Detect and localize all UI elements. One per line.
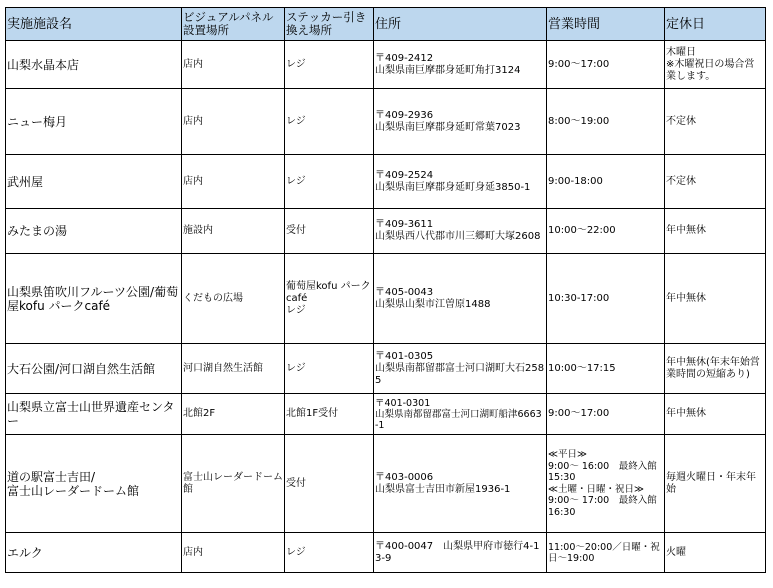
sticker-location-cell: レジ	[285, 155, 374, 209]
address-cell: 〒409-3611 山梨県西八代郡市川三郷町大塚2608	[374, 209, 547, 254]
closed-days-cell: 年中無休	[665, 254, 766, 344]
sticker-location-cell: レジ	[285, 344, 374, 394]
closed-days-cell: 不定休	[665, 155, 766, 209]
closed-days-cell: 年中無休	[665, 394, 766, 435]
panel-location-cell: くだもの広場	[182, 254, 285, 344]
address-cell: 〒409-2936 山梨県南巨摩郡身延町常葉7023	[374, 89, 547, 155]
facility-name-cell: みたまの湯	[6, 209, 182, 254]
hours-cell: 11:00～20:00／日曜・祝日～19:00	[547, 533, 665, 573]
panel-location-cell: 富士山レーダードーム館	[182, 435, 285, 533]
hours-cell: 10:30-17:00	[547, 254, 665, 344]
closed-days-cell: 木曜日 ※木曜祝日の場合営業します。	[665, 41, 766, 89]
header-hours: 営業時間	[547, 8, 665, 41]
closed-days-cell: 火曜	[665, 533, 766, 573]
header-sticker: ステッカー引き換え場所	[285, 8, 374, 41]
hours-cell: 9:00-18:00	[547, 155, 665, 209]
sticker-location-cell: レジ	[285, 533, 374, 573]
hours-cell: 10:00～17:15	[547, 344, 665, 394]
panel-location-cell: 店内	[182, 89, 285, 155]
facility-name-cell: ニュー梅月	[6, 89, 182, 155]
address-cell: 〒403-0006 山梨県富士吉田市新屋1936-1	[374, 435, 547, 533]
panel-location-cell: 店内	[182, 155, 285, 209]
table-row	[6, 344, 766, 394]
sticker-location-cell: 受付	[285, 435, 374, 533]
address-cell: 〒409-2412 山梨県南巨摩郡身延町角打3124	[374, 41, 547, 89]
facility-name-cell: 山梨水晶本店	[6, 41, 182, 89]
header-facility: 実施施設名	[6, 8, 182, 41]
hours-cell: 10:00～22:00	[547, 209, 665, 254]
address-cell: 〒401-0301 山梨県南都留郡富士河口湖町船津6663-1	[374, 394, 547, 435]
header-row	[6, 8, 766, 41]
header-closed: 定休日	[665, 8, 766, 41]
panel-location-cell: 店内	[182, 41, 285, 89]
table-row	[6, 394, 766, 435]
panel-location-cell: 北館2F	[182, 394, 285, 435]
hours-cell: 8:00～19:00	[547, 89, 665, 155]
sticker-location-cell: 受付	[285, 209, 374, 254]
panel-location-cell: 店内	[182, 533, 285, 573]
table-row	[6, 41, 766, 89]
table-row	[6, 435, 766, 533]
closed-days-cell: 年中無休(年末年始営業時間の短縮あり)	[665, 344, 766, 394]
hours-cell: ≪平日≫ 9:00～ 16:00 最終入館 15:30 ≪土曜・日曜・祝日≫ 9:00～ 17:00 最終入館 16:30	[547, 435, 665, 533]
header-panel: ビジュアルパネル設置場所	[182, 8, 285, 41]
facility-name-cell: 山梨県笛吹川フルーツ公園/葡萄屋kofu パークcafé	[6, 254, 182, 344]
sticker-location-cell: レジ	[285, 41, 374, 89]
hours-cell: 9:00～17:00	[547, 394, 665, 435]
sticker-location-cell: レジ	[285, 89, 374, 155]
address-cell: 〒409-2524 山梨県南巨摩郡身延町身延3850-1	[374, 155, 547, 209]
table-row	[6, 254, 766, 344]
facility-name-cell: エルク	[6, 533, 182, 573]
facility-name-cell: 山梨県立富士山世界遺産センター	[6, 394, 182, 435]
facility-name-cell: 道の駅富士吉田/ 富士山レーダードーム館	[6, 435, 182, 533]
facility-name-cell: 武州屋	[6, 155, 182, 209]
address-cell: 〒401-0305 山梨県南都留郡富士河口湖町大石2585	[374, 344, 547, 394]
address-cell: 〒400-0047 山梨県甲府市徳行4-13-9	[374, 533, 547, 573]
header-address: 住所	[374, 8, 547, 41]
table-row	[6, 209, 766, 254]
closed-days-cell: 不定休	[665, 89, 766, 155]
panel-location-cell: 河口湖自然生活館	[182, 344, 285, 394]
closed-days-cell: 年中無休	[665, 209, 766, 254]
address-cell: 〒405-0043 山梨県山梨市江曽原1488	[374, 254, 547, 344]
table-row	[6, 533, 766, 573]
sticker-location-cell: 葡萄屋kofu パークcafé レジ	[285, 254, 374, 344]
facility-name-cell: 大石公園/河口湖自然生活館	[6, 344, 182, 394]
closed-days-cell: 毎週火曜日・年末年始	[665, 435, 766, 533]
hours-cell: 9:00～17:00	[547, 41, 665, 89]
table-row	[6, 155, 766, 209]
panel-location-cell: 施設内	[182, 209, 285, 254]
facility-table	[5, 7, 766, 573]
sticker-location-cell: 北館1F受付	[285, 394, 374, 435]
table-row	[6, 89, 766, 155]
